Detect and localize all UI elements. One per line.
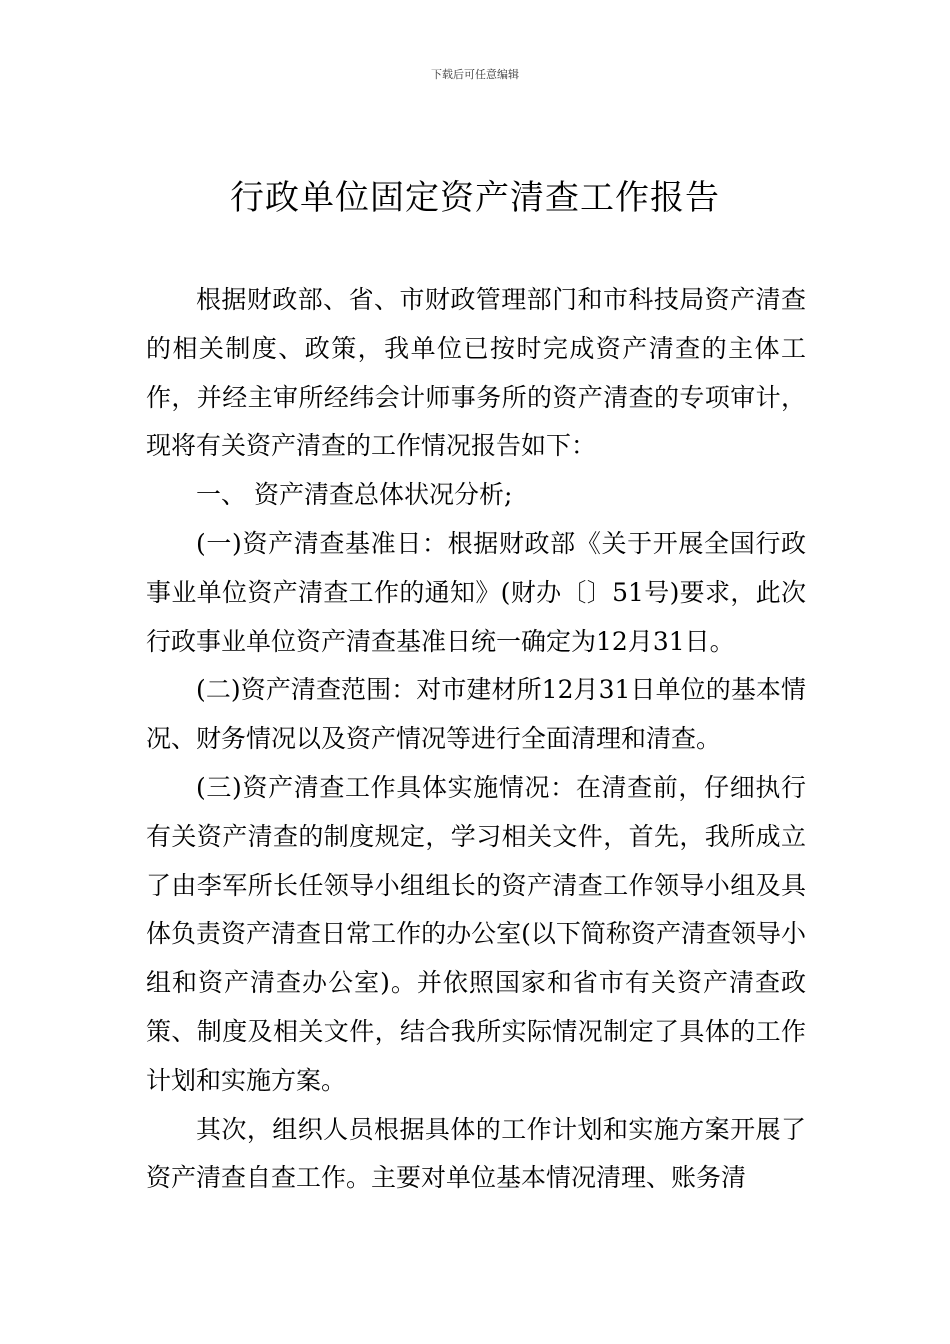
paragraph-section-1-heading: 一、 资产清查总体状况分析; xyxy=(196,480,513,510)
paragraph-implementation: (三)资产清查工作具体实施情况：在清查前，仔细执行有关资产清查的制度规定，学习相关文件，首先，我所成立了由李军所长任领导小组组长的资产清查工作领导小组及具体负责资产清查日常工作的办公室(以下简称资产清查领导小组和资产清查办公室)。并依照国家和省市有关资产清查政策、制度及相关文件，结合我所实际情况制定了具体的工作计划和实施方案。 xyxy=(146,772,806,1095)
document-body xyxy=(146,276,806,1203)
header-note: 下载后可任意编辑 xyxy=(431,68,519,81)
paragraph-scope: (二)资产清查范围：对市建材所12月31日单位的基本情况、财务情况以及资产情况等进行全面清理和清查。 xyxy=(146,675,806,754)
paragraph-base-date: (一)资产清查基准日：根据财政部《关于开展全国行政事业单位资产清查工作的通知》(财办〔〕51号)要求，此次行政事业单位资产清查基准日统一确定为12月31日。 xyxy=(146,528,806,656)
paragraph-intro: 根据财政部、省、市财政管理部门和市科技局资产清查的相关制度、政策，我单位已按时完成资产清查的主体工作，并经主审所经纬会计师事务所的资产清查的专项审计，现将有关资产清查的工作情况报告如下： xyxy=(146,285,806,461)
document-title: 行政单位固定资产清查工作报告 xyxy=(230,178,720,218)
paragraph-self-check: 其次，组织人员根据具体的工作计划和实施方案开展了资产清查自查工作。主要对单位基本情况清理、账务清 xyxy=(146,1114,806,1193)
